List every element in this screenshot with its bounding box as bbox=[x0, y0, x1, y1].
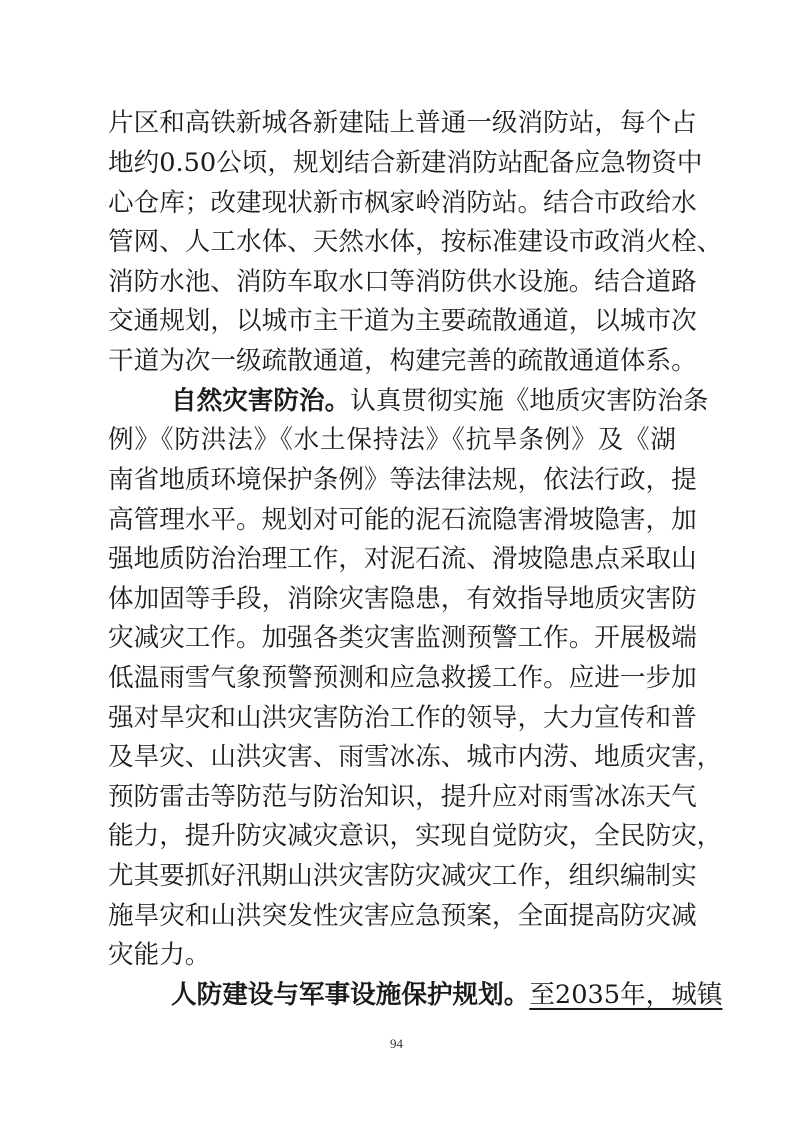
text-line-first bbox=[171, 975, 723, 1015]
text-line: 高管理水平。规划对可能的泥石流隐害滑坡隐害，加 bbox=[108, 505, 697, 535]
text-line: 施旱灾和山洪突发性灾害应急预案，全面提高防灾减 bbox=[108, 901, 697, 931]
section-heading: 人防建设与军事设施保护规划。 bbox=[171, 980, 530, 1010]
text-line: 南省地质环境保护条例》等法律法规，依法行政，提 bbox=[108, 465, 697, 495]
text-line: 强对旱灾和山洪灾害防治工作的领导，大力宣传和普 bbox=[108, 703, 697, 733]
text-line: 强地质防治治理工作，对泥石流、滑坡隐患点采取山 bbox=[108, 544, 697, 574]
text-line-first bbox=[171, 381, 709, 421]
text-line: 尤其要抓好汛期山洪灾害防灾减灾工作，组织编制实 bbox=[108, 861, 697, 891]
text-run: 认真贯彻实施《地质灾害防治条 bbox=[350, 386, 709, 416]
text-line: 能力，提升防灾减灾意识，实现自觉防灾，全民防灾， bbox=[108, 821, 723, 851]
text-line: 消防水池、消防车取水口等消防供水设施。结合道路 bbox=[108, 267, 697, 297]
page-number: 94 bbox=[390, 1036, 403, 1051]
text-line: 干道为次一级疏散通道，构建完善的疏散通道体系。 bbox=[108, 346, 697, 376]
text-line: 心仓库；改建现状新市枫家岭消防站。结合市政给水 bbox=[108, 188, 697, 218]
text-line: 灾减灾工作。加强各类灾害监测预警工作。开展极端 bbox=[108, 623, 697, 653]
text-line: 交通规划，以城市主干道为主要疏散通道，以城市次 bbox=[108, 306, 697, 336]
text-line: 体加固等手段，消除灾害隐患，有效指导地质灾害防 bbox=[108, 584, 697, 614]
text-line: 管网、人工水体、天然水体，按标准建设市政消火栓、 bbox=[108, 227, 723, 257]
text-line: 低温雨雪气象预警预测和应急救援工作。应进一步加 bbox=[108, 663, 697, 693]
text-line: 及旱灾、山洪灾害、雨雪冰冻、城市内涝、地质灾害， bbox=[108, 742, 723, 772]
text-line: 预防雷击等防范与防治知识，提升应对雨雪冰冻天气 bbox=[108, 782, 697, 812]
text-line: 地约0.50公顷，规划结合新建消防站配备应急物资中 bbox=[108, 148, 703, 178]
section-heading: 自然灾害防治。 bbox=[171, 386, 351, 416]
underlined-text-run: 至2035年，城镇 bbox=[529, 980, 723, 1010]
text-line: 例》《防洪法》《水土保持法》《抗旱条例》及《湖 bbox=[108, 425, 676, 455]
text-line: 片区和高铁新城各新建陆上普通一级消防站，每个占 bbox=[108, 108, 697, 138]
text-line: 灾能力。 bbox=[108, 940, 211, 970]
